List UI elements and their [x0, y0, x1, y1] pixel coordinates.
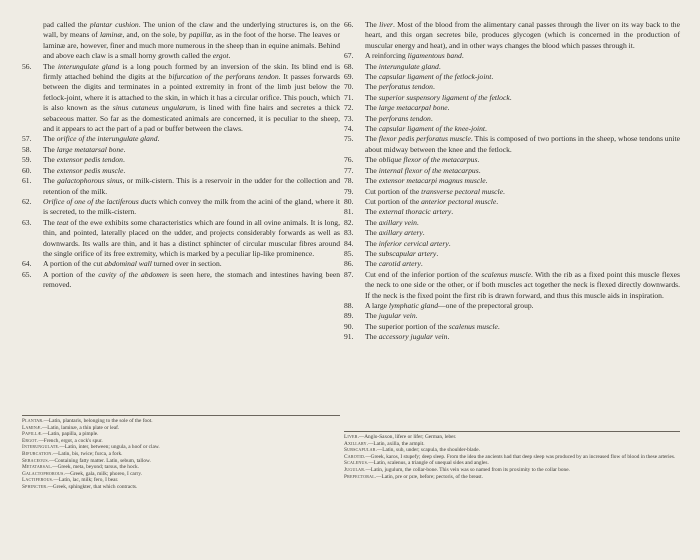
italic-term: interungulate gland: [57, 61, 120, 71]
text-run: The: [365, 155, 379, 165]
entry-83: [344, 228, 680, 238]
entry-number: 85.: [344, 248, 354, 258]
footnote-term: Laminæ: [22, 424, 41, 431]
text-run: .—Latin, pre or præ, before; pectoris, of the breast.: [374, 473, 483, 480]
italic-term: scalenus muscle: [448, 321, 498, 331]
entry-number: 79.: [344, 186, 354, 196]
entry-text: [43, 20, 340, 60]
entry-number: 61.: [22, 176, 32, 186]
entry-number: 65.: [22, 269, 32, 279]
entry-82: [344, 218, 680, 228]
text-run: The: [365, 176, 379, 186]
text-run: The: [365, 103, 379, 113]
footnote-rule-left: [22, 415, 340, 416]
text-run: Cut portion of the: [365, 196, 422, 206]
italic-term: accessory jugular vein: [378, 332, 448, 342]
text-run: .—Latin, inter, between; ungula, a hoof or claw.: [58, 444, 160, 451]
text-run: , and, on the sole, by: [122, 30, 189, 40]
text-run: . Most of the blood from the alimentary canal passes through the liver on its way back to the heart, and this organ secretes bile, produces glycogen (which is concerned in the production of muscular energy and heat), and in other ways changes the blood which passes through it.: [365, 20, 680, 50]
footnote-term: Carotid: [344, 453, 365, 460]
entry-text: [365, 20, 680, 50]
italic-term: lymphatic gland: [388, 300, 439, 310]
entry-text: [365, 124, 487, 133]
text-run: .—Latin, axilla, the armpit.: [366, 440, 425, 447]
entry-61: [22, 176, 340, 197]
text-run: The: [365, 228, 379, 238]
entry-78: [344, 176, 680, 186]
entry-text: [365, 72, 493, 81]
text-run: The: [365, 72, 379, 82]
italic-term: capsular ligament of the fetlock-joint: [378, 72, 492, 82]
text-run: .: [478, 165, 481, 175]
text-run: .: [122, 155, 125, 165]
entry-number: 77.: [344, 165, 354, 175]
text-run: .—French, ergot, a cock's spur.: [37, 437, 103, 444]
text-run: .: [415, 311, 418, 321]
entry-70: [344, 82, 680, 92]
text-run: . It passes forwards between the digits and terminates in a pointed extremity in front of the limb just below the fetlock-joint, where it is attached to the skin, in which it has a circular orifice. This pouch, which is also known as the: [43, 72, 340, 113]
text-run: .: [420, 259, 423, 269]
entry-75: [344, 134, 680, 155]
text-run: The: [365, 82, 379, 92]
italic-term: large metatarsal bone: [56, 144, 124, 154]
text-run: .: [447, 103, 450, 113]
text-run: .: [491, 72, 494, 82]
footnote-term: Papillæ: [22, 431, 42, 438]
italic-term: ergot: [212, 51, 229, 61]
text-run: .—Greek, karos, I stupefy; deep sleep. From the idea the ancients had that deep sleep was produced by an increased flow of blood in these arteries.: [364, 453, 676, 460]
entry-80: [344, 197, 680, 207]
italic-term: bifurcation of the perforans tendon: [168, 72, 279, 82]
italic-term: perforans tendon: [378, 113, 431, 123]
text-run: The: [43, 155, 57, 165]
text-run: The: [365, 134, 379, 144]
text-run: .—Latin, plantaris, belonging to the sole of the foot.: [42, 418, 153, 424]
text-run: .: [447, 332, 450, 342]
italic-term: liver: [379, 20, 393, 29]
footnote-line: [344, 454, 680, 461]
entry-number: 89.: [344, 311, 354, 321]
text-run: The: [365, 311, 379, 321]
entry-text: [365, 51, 464, 60]
entry-text: [365, 93, 512, 102]
text-run: .—Latin, papilla, a pimple.: [41, 431, 99, 438]
italic-term: cavity of the abdomen: [98, 269, 169, 279]
footnote-line: [22, 477, 340, 484]
entry-text: [43, 259, 222, 268]
entry-76: [344, 155, 680, 165]
entry-71: [344, 93, 680, 103]
entry-number: 91.: [344, 332, 354, 342]
footnote-line: [22, 451, 340, 458]
text-run: .: [123, 144, 126, 154]
italic-term: transverse pectoral muscle: [421, 186, 503, 196]
text-run: The: [43, 61, 58, 71]
entry-text: [365, 82, 435, 91]
footnote-line: [344, 474, 680, 481]
entry-72: [344, 103, 680, 113]
entry-text: [365, 207, 453, 216]
right-column: [344, 20, 680, 343]
entry-text: [365, 155, 479, 164]
text-run: .—Greek, meta, beyond; tarsus, the hock.: [50, 464, 139, 471]
left-column: [22, 20, 340, 291]
italic-term: perforatus tendon: [378, 82, 433, 92]
entry-73: [344, 114, 680, 124]
text-run: .—Latin, lac, milk; fero, I bear.: [52, 477, 119, 484]
text-run: .—Latin, sub, under; scapula, the shoulder-blade.: [375, 447, 480, 454]
footnote-line: [344, 447, 680, 454]
footnote-term: Subscapular: [344, 447, 376, 454]
text-run: .—Latin, laminæ, a thin plate or leaf.: [40, 424, 120, 431]
footnote-rule-right: [344, 431, 680, 432]
italic-term: capsular ligament of the knee-joint: [378, 124, 486, 134]
text-run: .: [497, 321, 500, 331]
entry-text: [365, 239, 451, 248]
entry-79: [344, 187, 680, 197]
entry-number: 69.: [344, 72, 354, 82]
text-run: A portion of the: [43, 269, 99, 279]
italic-term: extensor pedis muscle: [56, 165, 124, 175]
text-run: The superior portion of the: [365, 321, 449, 331]
text-run: is seen here, the stomach and intestines having been removed.: [43, 269, 341, 290]
footnotes-right: [344, 434, 680, 480]
entry-84: [344, 239, 680, 249]
text-run: .: [451, 207, 454, 217]
entry-text: [43, 176, 340, 195]
text-run: , is lined with fine hairs and secretes a thick sebaceous matter. So far as the domesticated animals are concerned, it is peculiar to the sheep, and it appears to act the part of a pad or buffer between the claws.: [43, 103, 340, 134]
text-run: of the ewe exhibits some characteristics which are found in all ovine animals. It is long, thin, and pointed, laterally placed on the udder, and projects considerably forwards as well as downwards. Its walls are thin, and it has a distinct sphincter of circular muscular fibres around the single orifice of its free extremity, which is marked by a peculiar lip-like prominence.: [43, 217, 340, 258]
entry-text: [43, 145, 125, 154]
entry-68: [344, 62, 680, 72]
text-run: .: [509, 92, 512, 102]
footnote-line: [22, 438, 340, 445]
italic-term: flexor pedis perforatus muscle: [378, 134, 471, 144]
entry-91: [344, 332, 680, 342]
footnote-term: Bifurcation: [22, 450, 52, 457]
italic-term: papillæ: [188, 30, 212, 40]
italic-term: teat: [56, 217, 69, 227]
entry-text: [365, 197, 498, 206]
footnote-line: [22, 484, 340, 491]
text-run: .—Latin, scalenus, a triangle of unequal sides and angles.: [367, 460, 489, 467]
footnote-term: Plantar: [22, 418, 43, 424]
entry-number: 72.: [344, 103, 354, 113]
text-run: .: [461, 51, 464, 61]
entry-number: 71.: [344, 92, 354, 102]
italic-term: anterior pectoral muscle: [421, 196, 497, 206]
entry-number: 84.: [344, 238, 354, 248]
entry-number: 90.: [344, 321, 354, 331]
text-run: .: [416, 217, 419, 227]
text-run: .: [430, 113, 433, 123]
entry-text: [43, 218, 340, 258]
entry-number: 60.: [22, 165, 32, 175]
entry-number: 88.: [344, 300, 354, 310]
text-run: .: [438, 61, 441, 71]
text-run: The: [43, 144, 57, 154]
text-run: .: [436, 248, 439, 258]
footnote-line: [22, 458, 340, 465]
text-run: The: [43, 217, 57, 227]
entry-66: [344, 20, 680, 51]
text-run: The: [365, 113, 379, 123]
footnote-term: Interungulate: [22, 444, 59, 451]
italic-term: axillary vein: [378, 217, 417, 227]
entry-60: [22, 166, 340, 176]
text-run: .: [422, 228, 425, 238]
italic-term: large metacarpal bone: [378, 103, 448, 113]
italic-term: galactophorous sinus: [57, 176, 123, 186]
text-run: The: [365, 20, 380, 29]
text-run: .: [448, 238, 451, 248]
text-run: , as in the foot of the horse. The leaves or laminæ are, however, finer and much more numerous in the sheep than in equine animals. Behind and above each claw is a small horny growth called the: [43, 30, 341, 61]
entry-number: 66.: [344, 20, 354, 29]
footnotes-left: [22, 418, 340, 491]
entry-number: 83.: [344, 228, 354, 238]
text-run: The: [365, 124, 379, 134]
text-run: which convey the milk from the acini of the gland, where it is secreted, to the milk-cistern.: [43, 196, 340, 217]
entry-text: [365, 259, 423, 268]
footnote-line: [22, 418, 340, 425]
entry-62: [22, 197, 340, 218]
text-run: The: [365, 92, 379, 102]
footnote-term: Sphincter: [22, 483, 47, 490]
entry-number: 57.: [22, 134, 32, 144]
entry-number: 62.: [22, 196, 32, 206]
entry-number: 74.: [344, 124, 354, 134]
text-run: Cut end of the inferior portion of the: [365, 269, 482, 279]
italic-term: Orifice of one of the lactiferous ducts: [43, 196, 157, 206]
entry-text: [365, 270, 680, 300]
entry-text: [365, 166, 481, 175]
text-run: .—Greek, sphingkter, that which contracts.: [46, 483, 138, 490]
text-run: .: [485, 124, 487, 134]
entry-text: [365, 187, 505, 196]
entry-number: 68.: [344, 61, 354, 71]
entry-number: 73.: [344, 113, 354, 123]
entry-89: [344, 311, 680, 321]
text-run: .—Anglo-Saxon, lifere or lifer; German, leber.: [357, 434, 457, 440]
entry-65: [22, 270, 340, 291]
text-run: , or milk-cistern. This is a reservoir in the udder for the collection and retention of the milk.: [43, 176, 340, 196]
entry-number: 58.: [22, 144, 32, 154]
text-run: The: [365, 238, 379, 248]
italic-term: sinus cutaneus ungularum: [112, 103, 196, 113]
entry-number: 76.: [344, 155, 354, 165]
entry-number: 59.: [22, 155, 32, 165]
entry-85: [344, 249, 680, 259]
italic-term: scalenus muscle: [481, 269, 531, 279]
footnote-term: Galactophorous: [22, 470, 64, 477]
text-run: .—Greek, gala, milk; phoreo, I carry.: [63, 470, 142, 477]
entry-56: [22, 62, 340, 135]
entry-text: [365, 311, 418, 320]
entry-74: [344, 124, 680, 134]
italic-term: abdominal wall: [104, 259, 152, 269]
entry-number: 67.: [344, 51, 354, 61]
italic-term: extensor pedis tendon: [56, 155, 123, 165]
entry-number: 64.: [22, 259, 32, 269]
footnote-term: Liver: [344, 434, 358, 440]
text-run: . This is composed of two portions in the sheep, whose tendons unite about midway between the knee and the fetlock.: [365, 134, 680, 154]
text-run: turned over in section.: [151, 259, 222, 269]
footnote-line: [22, 471, 340, 478]
entry-text: [43, 166, 125, 175]
entry-number: 81.: [344, 207, 354, 217]
italic-term: laminæ: [100, 30, 123, 40]
entry-text: [365, 301, 534, 310]
footnote-line: [22, 431, 340, 438]
text-run: A reinforcing: [365, 51, 408, 61]
italic-term: superior suspensory ligament of the fetlock: [378, 92, 510, 102]
italic-term: external thoracic artery: [378, 207, 452, 217]
footnote-line: [344, 467, 680, 474]
entry-number: 63.: [22, 217, 32, 227]
entry-86: [344, 259, 680, 269]
entry-67: [344, 51, 680, 61]
footnote-term: Prepectoral: [344, 473, 375, 480]
entry-number: 56.: [22, 61, 32, 71]
italic-term: inferior cervical artery: [378, 238, 449, 248]
footnote-line: [344, 460, 680, 467]
entry-69: [344, 72, 680, 82]
entry-text: [365, 228, 425, 237]
text-run: —one of the prepectoral group.: [438, 300, 534, 310]
entry-64: [22, 259, 340, 269]
text-run: .: [485, 176, 488, 186]
entry-77: [344, 166, 680, 176]
text-run: Cut portion of the: [365, 186, 422, 196]
entry-text: [43, 62, 340, 133]
text-run: . With the rib as a fixed point this muscle flexes the neck to one side or the other, or if both muscles act together the neck is flexed directly downwards. If the neck is the fixed point the first rib is drawn forward, and thus this muscle aids in inspiration.: [365, 269, 680, 300]
entry-58: [22, 145, 340, 155]
text-run: .: [123, 165, 126, 175]
italic-term: plantar cushion: [89, 20, 139, 29]
footnote-line: [344, 434, 680, 441]
entry-text: [365, 218, 419, 227]
entry-text: [365, 332, 449, 341]
italic-term: oblique flexor of the metacarpus: [378, 155, 478, 165]
entry-text: [43, 197, 340, 216]
footnote-line: [344, 441, 680, 448]
text-run: . The union of the claw and the underlying structures is, on the wall, by means of: [43, 20, 340, 40]
entry-88: [344, 301, 680, 311]
footnote-line: [22, 425, 340, 432]
footnote-line: [22, 444, 340, 451]
text-run: .: [477, 155, 480, 165]
entry-number: 86.: [344, 259, 354, 269]
italic-term: subscapular artery: [378, 248, 437, 258]
entry-text: [43, 134, 159, 143]
text-run: .—Containing fatty matter. Latin, sebum, tallow.: [47, 457, 151, 464]
text-run: .—Latin, bis, twice; furca, a fork.: [51, 450, 123, 457]
entry-90: [344, 322, 680, 332]
entry-text: [365, 134, 680, 153]
entry-text: [365, 103, 450, 112]
text-run: is a long pouch formed by an inversion of the skin. Its blind end is firmly attached behind the digits at the: [43, 61, 340, 82]
text-run: pad called the: [43, 20, 90, 29]
text-run: .: [228, 51, 231, 61]
text-run: The: [365, 259, 379, 269]
entry-continued: [22, 20, 340, 62]
text-run: The: [43, 176, 58, 186]
footnote-term: Metatarsal: [22, 464, 51, 471]
text-run: A portion of the cut: [43, 259, 105, 269]
entry-text: [365, 249, 438, 258]
footnote-term: Jugular: [344, 466, 365, 473]
text-run: The: [43, 165, 57, 175]
footnote-term: Scalenus: [344, 460, 367, 467]
entry-81: [344, 207, 680, 217]
italic-term: orifice of the interungulate gland: [56, 134, 158, 144]
entry-text: [43, 155, 125, 164]
text-run: The: [365, 248, 379, 258]
footnote-term: Lactiferous: [22, 477, 53, 484]
italic-term: ligamentous band: [407, 51, 462, 61]
text-run: .—Latin, jugulum, the collar-bone. This vein was so named from its proximity to the collar bone.: [364, 466, 570, 473]
text-run: .: [157, 134, 160, 144]
text-run: The: [365, 217, 379, 227]
entry-number: 78.: [344, 176, 354, 186]
italic-term: interungulate gland: [378, 61, 439, 71]
entry-text: [365, 176, 488, 185]
text-run: .: [496, 196, 499, 206]
entry-57: [22, 134, 340, 144]
entry-63: [22, 218, 340, 260]
entry-text: [43, 270, 340, 289]
footnote-term: Axillary: [344, 440, 367, 447]
italic-term: extensor metacarpi magnus muscle: [378, 176, 486, 186]
entry-number: 80.: [344, 196, 354, 206]
italic-term: internal flexor of the metacarpus: [378, 165, 479, 175]
entry-87: [344, 270, 680, 301]
footnote-term: Ergot: [22, 437, 38, 444]
text-run: The: [365, 332, 379, 342]
footnote-term: Sebaceous: [22, 457, 48, 464]
italic-term: axillary artery: [378, 228, 423, 238]
entry-59: [22, 155, 340, 165]
text-run: A large: [365, 300, 389, 310]
entry-number: 70.: [344, 82, 354, 92]
italic-term: jugular vein: [378, 311, 416, 321]
text-run: .: [502, 186, 505, 196]
footnote-line: [22, 464, 340, 471]
entry-number: 75.: [344, 134, 354, 144]
text-run: .: [432, 82, 435, 92]
entry-number: 82.: [344, 217, 354, 227]
text-run: The: [43, 134, 57, 144]
entry-text: [365, 322, 500, 331]
entry-text: [365, 62, 441, 71]
text-run: The: [365, 207, 379, 217]
italic-term: carotid artery: [378, 259, 421, 269]
text-run: The: [365, 165, 379, 175]
entry-text: [365, 114, 433, 123]
entry-number: 87.: [344, 269, 354, 279]
text-run: The: [365, 61, 379, 71]
